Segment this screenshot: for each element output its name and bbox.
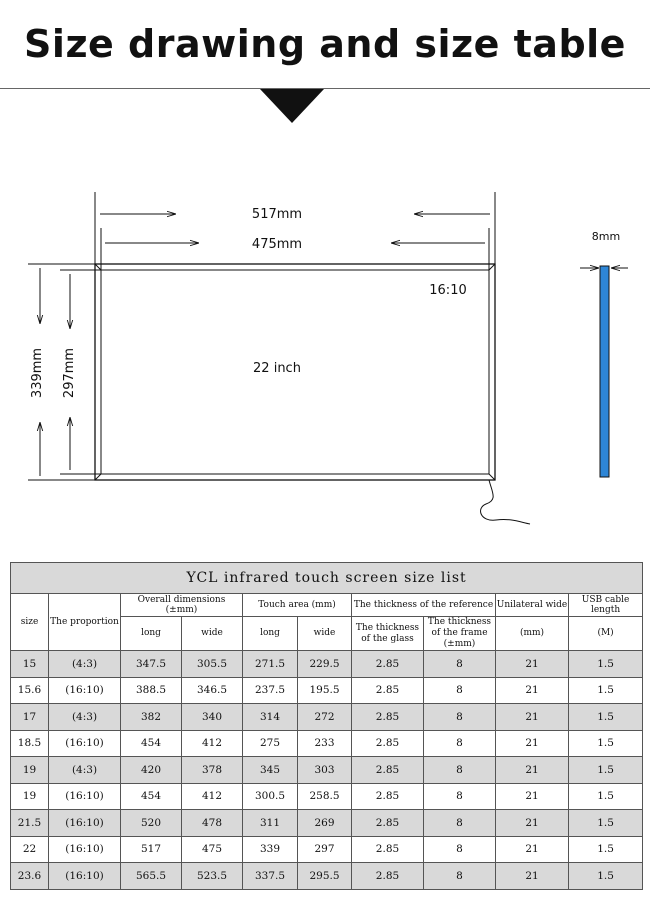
cell-unilateral: 21 xyxy=(496,651,569,678)
cell-unilateral: 21 xyxy=(496,810,569,837)
cell-touch-long: 314 xyxy=(243,704,298,731)
header-usb: USB cable length xyxy=(569,594,643,617)
cell-glass: 2.85 xyxy=(352,757,424,784)
table-row xyxy=(11,757,643,784)
cell-usb: 1.5 xyxy=(569,757,643,784)
frame-corner-tl xyxy=(95,264,101,270)
size-table-container xyxy=(10,562,642,890)
inner-width-label: 475mm xyxy=(251,237,303,252)
cell-unilateral: 21 xyxy=(496,836,569,863)
cell-touch-wide: 269 xyxy=(298,810,352,837)
usb-cable xyxy=(481,480,530,524)
table-row xyxy=(11,810,643,837)
cell-unilateral: 21 xyxy=(496,677,569,704)
cell-wide: 346.5 xyxy=(182,677,243,704)
cell-proportion: (4:3) xyxy=(49,651,121,678)
cell-touch-wide: 258.5 xyxy=(298,783,352,810)
table-row xyxy=(11,783,643,810)
page-header xyxy=(0,0,650,90)
cell-size: 21.5 xyxy=(11,810,49,837)
cell-proportion: (16:10) xyxy=(49,677,121,704)
cell-touch-wide: 295.5 xyxy=(298,863,352,890)
cell-long: 382 xyxy=(121,704,182,731)
cell-touch-long: 300.5 xyxy=(243,783,298,810)
table-row xyxy=(11,651,643,678)
cell-glass: 2.85 xyxy=(352,810,424,837)
cell-long: 454 xyxy=(121,783,182,810)
cell-glass: 2.85 xyxy=(352,704,424,731)
cell-wide: 523.5 xyxy=(182,863,243,890)
cell-size: 19 xyxy=(11,757,49,784)
table-row xyxy=(11,704,643,731)
cell-long: 420 xyxy=(121,757,182,784)
cell-long: 388.5 xyxy=(121,677,182,704)
cell-glass: 2.85 xyxy=(352,730,424,757)
inner-height-label: 297mm xyxy=(62,347,77,399)
cell-size: 18.5 xyxy=(11,730,49,757)
cell-usb: 1.5 xyxy=(569,783,643,810)
header-long: long xyxy=(121,617,182,651)
cell-glass: 2.85 xyxy=(352,836,424,863)
cell-usb: 1.5 xyxy=(569,651,643,678)
table-caption: YCL infrared touch screen size list xyxy=(11,563,643,594)
cell-frame: 8 xyxy=(424,677,496,704)
cell-wide: 478 xyxy=(182,810,243,837)
table-row xyxy=(11,730,643,757)
header-touch-long: long xyxy=(243,617,298,651)
thickness-label: 8mm xyxy=(591,230,621,243)
cell-long: 517 xyxy=(121,836,182,863)
side-profile xyxy=(600,266,609,477)
frame-corner-br xyxy=(489,474,495,480)
header-frame: The thickness of the frame (±mm) xyxy=(424,617,496,651)
frame-corner-bl xyxy=(95,474,101,480)
header-size: size xyxy=(11,594,49,651)
cell-size: 17 xyxy=(11,704,49,731)
cell-touch-wide: 195.5 xyxy=(298,677,352,704)
cell-glass: 2.85 xyxy=(352,863,424,890)
cell-frame: 8 xyxy=(424,836,496,863)
cell-unilateral: 21 xyxy=(496,704,569,731)
header-overall: Overall dimensions (±mm) xyxy=(121,594,243,617)
cell-glass: 2.85 xyxy=(352,783,424,810)
cell-touch-long: 337.5 xyxy=(243,863,298,890)
cell-size: 23.6 xyxy=(11,863,49,890)
cell-touch-long: 271.5 xyxy=(243,651,298,678)
size-table xyxy=(10,562,643,890)
cell-frame: 8 xyxy=(424,810,496,837)
cell-wide: 412 xyxy=(182,730,243,757)
header-touch-wide: wide xyxy=(298,617,352,651)
cell-proportion: (16:10) xyxy=(49,730,121,757)
cell-touch-wide: 272 xyxy=(298,704,352,731)
cell-size: 19 xyxy=(11,783,49,810)
cell-touch-long: 237.5 xyxy=(243,677,298,704)
cell-usb: 1.5 xyxy=(569,863,643,890)
cell-proportion: (16:10) xyxy=(49,783,121,810)
cell-wide: 378 xyxy=(182,757,243,784)
screen-size-label: 22 inch xyxy=(253,361,301,376)
header-unilateral: Unilateral wide xyxy=(496,594,569,617)
table-row xyxy=(11,677,643,704)
outer-width-label: 517mm xyxy=(251,207,303,222)
cell-long: 454 xyxy=(121,730,182,757)
cell-frame: 8 xyxy=(424,863,496,890)
cell-touch-long: 345 xyxy=(243,757,298,784)
table-row xyxy=(11,863,643,890)
ratio-label: 16:10 xyxy=(429,283,467,298)
cell-long: 565.5 xyxy=(121,863,182,890)
frame-corner-tr xyxy=(489,264,495,270)
cell-usb: 1.5 xyxy=(569,730,643,757)
header-wide: wide xyxy=(182,617,243,651)
cell-touch-long: 275 xyxy=(243,730,298,757)
header-divider xyxy=(0,88,650,89)
outer-height-label: 339mm xyxy=(30,347,45,399)
cell-glass: 2.85 xyxy=(352,651,424,678)
cell-size: 15 xyxy=(11,651,49,678)
header-touch-area: Touch area (mm) xyxy=(243,594,352,617)
header-unilateral-unit: (mm) xyxy=(496,617,569,651)
cell-unilateral: 21 xyxy=(496,783,569,810)
header-glass: The thickness of the glass xyxy=(352,617,424,651)
cell-long: 347.5 xyxy=(121,651,182,678)
cell-touch-wide: 229.5 xyxy=(298,651,352,678)
cell-unilateral: 21 xyxy=(496,863,569,890)
cell-proportion: (4:3) xyxy=(49,704,121,731)
cell-glass: 2.85 xyxy=(352,677,424,704)
header-proportion: The proportion xyxy=(49,594,121,651)
cell-wide: 340 xyxy=(182,704,243,731)
cell-usb: 1.5 xyxy=(569,677,643,704)
cell-touch-wide: 303 xyxy=(298,757,352,784)
cell-touch-long: 339 xyxy=(243,836,298,863)
cell-proportion: (16:10) xyxy=(49,836,121,863)
header-reference: The thickness of the reference xyxy=(352,594,496,617)
cell-proportion: (4:3) xyxy=(49,757,121,784)
cell-proportion: (16:10) xyxy=(49,863,121,890)
cell-frame: 8 xyxy=(424,704,496,731)
cell-wide: 475 xyxy=(182,836,243,863)
size-drawing xyxy=(0,130,650,530)
page-title: Size drawing and size table xyxy=(24,22,626,66)
cell-usb: 1.5 xyxy=(569,810,643,837)
cell-proportion: (16:10) xyxy=(49,810,121,837)
table-row xyxy=(11,836,643,863)
cell-long: 520 xyxy=(121,810,182,837)
cell-wide: 305.5 xyxy=(182,651,243,678)
cell-unilateral: 21 xyxy=(496,757,569,784)
cell-touch-wide: 233 xyxy=(298,730,352,757)
cell-touch-long: 311 xyxy=(243,810,298,837)
header-usb-unit: (M) xyxy=(569,617,643,651)
down-arrow-icon xyxy=(260,89,324,123)
cell-unilateral: 21 xyxy=(496,730,569,757)
cell-frame: 8 xyxy=(424,757,496,784)
cell-usb: 1.5 xyxy=(569,704,643,731)
cell-wide: 412 xyxy=(182,783,243,810)
cell-frame: 8 xyxy=(424,651,496,678)
cell-frame: 8 xyxy=(424,730,496,757)
cell-size: 22 xyxy=(11,836,49,863)
cell-size: 15.6 xyxy=(11,677,49,704)
cell-frame: 8 xyxy=(424,783,496,810)
cell-touch-wide: 297 xyxy=(298,836,352,863)
cell-usb: 1.5 xyxy=(569,836,643,863)
